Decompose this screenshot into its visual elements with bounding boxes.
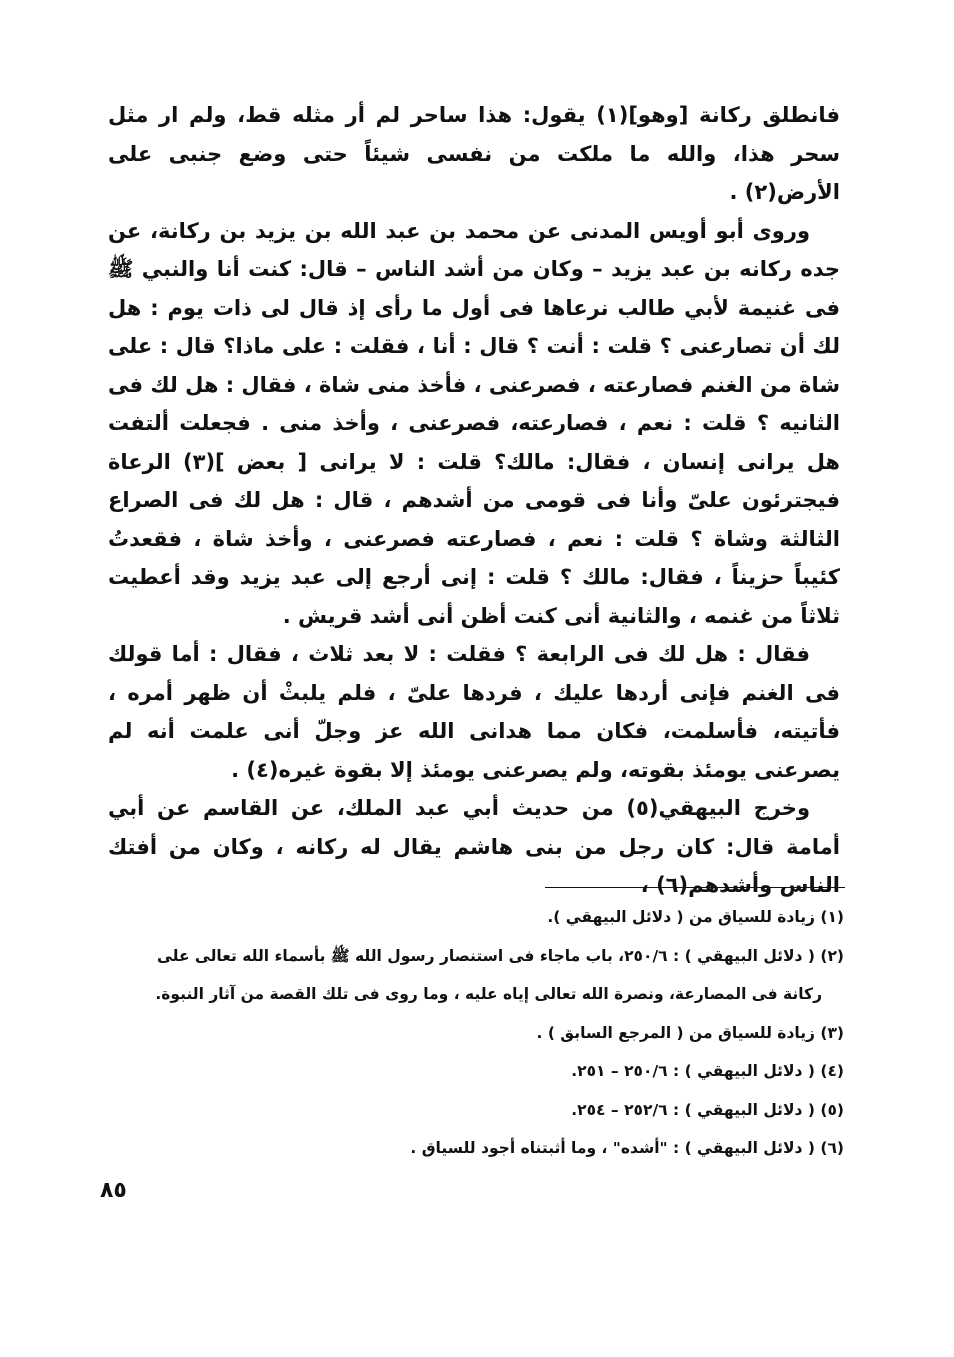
paragraph: وخرج البيهقي(٥) من حديث أبي عبد الملك، عن القاسم عن أبي أمامة قال: كان رجل من بنى هاشم يقال له ركانه ، وكان من أفتك الناس وأشدهم(٦) ، bbox=[108, 796, 840, 897]
footnote: (٢) ( دلائل البيهقي ) : ٢٥٠/٦، باب ماجاء فى استنصار رسول الله ﷺ بأسماء الله تعالى على bbox=[156, 946, 844, 965]
footnote: (٥) ( دلائل البيهقي ) : ٢٥٢/٦ – ٢٥٤. bbox=[571, 1100, 844, 1119]
footnote: (٣) زيادة للسياق من ( المرجع السابق ) . bbox=[536, 1023, 844, 1042]
footnote: (٤) ( دلائل البيهقي ) : ٢٥٠/٦ – ٢٥١. bbox=[571, 1062, 844, 1080]
footnote: (٦) ( دلائل البيهقي ) : "أشده" ، وما أثبتناه أجود للسياق . bbox=[410, 1139, 844, 1157]
paragraph: وروى أبو أويس المدنى عن محمد بن عبد الله بن يزيد بن ركانة، عن جده ركانه بن عبد يزيد – وكان من أشد الناس – قال: كنت أنا والنبي ﷺ فى غنيمة لأبي طالب نرعاها فى أول ما رأى إذ قال لى ذات يوم : هل لك أن تصارعنى ؟ قلت : أنت ؟ قال : أنا ، فقلت : على ماذا؟ قال : على شاة من الغنم فصارعته ، فصرعنى ، فأخذ منى شاة ، فقال : هل لك فى الثانيه ؟ قلت : نعم ، فصارعته، فصرعنى ، وأخذ منى . فجعلت ألتفت هل يرانى إنسان ، فقال: مالك؟ قلت : لا يرانى [ بعض ](٣) الرعاة فيجترئون علىّ وأنا فى قومى من أشدهم ، قال : هل لك فى الصراع الثالثة وشاة ؟ قلت : نعم ، فصارعته فصرعنى ، وأخذ شاة ، فقعدتُ كئيباً حزيناً ، فقال: مالك ؟ قلت : إنى أرجع إلى عبد يزيد وقد أعطيت ثلاثاً من غنمه ، والثانية أنى كنت أظن أنى أشد قريش . bbox=[108, 218, 840, 628]
paragraph: فقال : هل لك فى الرابعة ؟ فقلت : لا بعد ثلاث ، فقال : أما قولك فى الغنم فإنى أردها عليك ، فردها علىّ ، فلم يلبثْ أن ظهر أمره ، فأتيته، فأسلمت، فكان مما هدانى الله عز وجلّ أنى علمت أنه لم يصرعنى يومئذ بقوته، ولم يصرعنى يومئذ إلا بقوة غيره(٤) . bbox=[108, 642, 840, 782]
main-text bbox=[108, 96, 840, 905]
footnotes bbox=[104, 898, 844, 1168]
paragraph: فانطلق ركانة [وهو](١) يقول: هذا ساحر لم أر مثله قط، ولم ار مثل سحر هذا، والله ما ملكت من نفسى شيئاً حتى وضع جنبى على الأرض(٢) . bbox=[108, 103, 841, 204]
footnote-separator bbox=[545, 887, 845, 888]
footnote-continuation: ركانة فى المصارعة، ونصرة الله تعالى إياه عليه ، وما روى فى تلك القصة من آثار النبوة. bbox=[155, 985, 822, 1003]
page-number: ٨٥ bbox=[100, 1178, 127, 1203]
footnote: (١) زيادة للسياق من ( دلائل البيهقي ). bbox=[547, 908, 844, 926]
